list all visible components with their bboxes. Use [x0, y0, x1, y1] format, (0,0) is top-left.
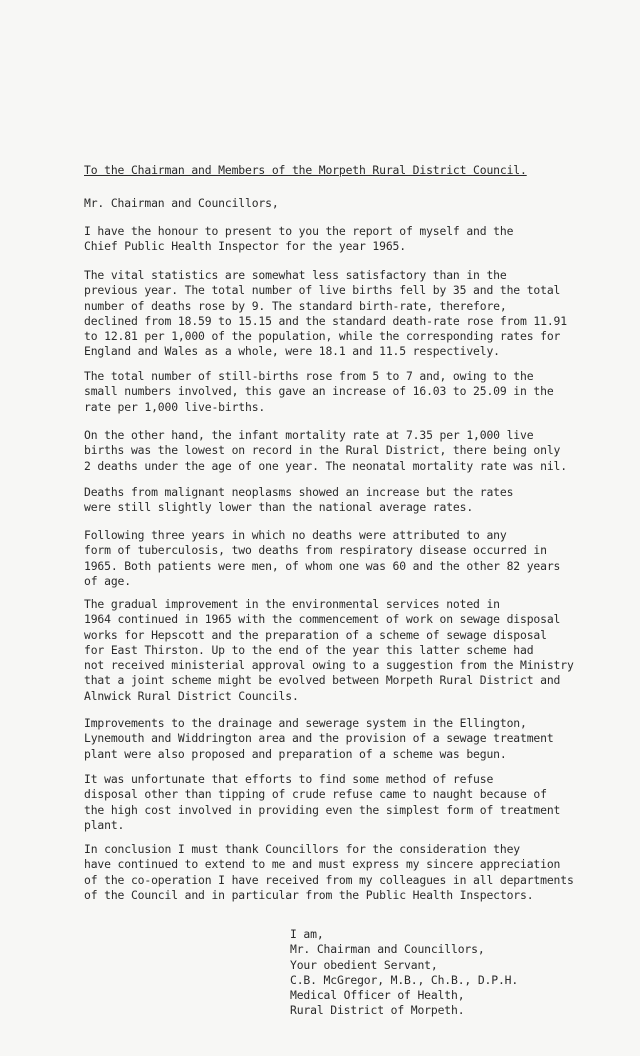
paragraph-refuse-disposal: It was unfortunate that efforts to find some method of refuse disposal other than tipping of crude refuse came to naught because of the high cost involved in providing even the simplest form of treatment plant. — [84, 772, 561, 832]
paragraph-still-births: The total number of still-births rose from 5 to 7 and, owing to the small numbers involved, this gave an increase of 16.03 to 25.09 in the rate per 1,000 live-births. — [84, 369, 554, 414]
paragraph-conclusion: In conclusion I must thank Councillors for the consideration they have continued to extend to me and must express my sincere appreciation of the co-operation I have received from my colleagues in all departments of the Council and in particular from the Public Health Inspectors. — [84, 842, 574, 902]
paragraph-tuberculosis: Following three years in which no deaths were attributed to any form of tuberculosis, two deaths from respiratory disease occurred in 1965. Both patients were men, of whom one was 60 and the other 82 years of age. — [84, 528, 561, 588]
signoff-line: I am, — [290, 927, 324, 941]
letter-heading: To the Chairman and Members of the Morpeth Rural District Council. — [84, 163, 527, 177]
signoff-title: Medical Officer of Health, — [290, 988, 465, 1003]
paragraph-drainage: Improvements to the drainage and sewerage system in the Ellington, Lynemouth and Widdrington area and the provision of a sewage treatment plant were also proposed and preparation of a scheme was begun. — [84, 716, 554, 761]
paragraph-infant-mortality: On the other hand, the infant mortality rate at 7.35 per 1,000 live births was the lowest on record in the Rural District, there being only 2 deaths under the age of one year. The neonatal mortality rate was nil. — [84, 428, 567, 473]
signoff-district: Rural District of Morpeth. — [290, 1003, 465, 1018]
signature-block — [290, 927, 610, 1019]
salutation: Mr. Chairman and Councillors, — [84, 196, 279, 210]
signoff-line: Mr. Chairman and Councillors, — [290, 942, 485, 957]
paragraph-introduction: I have the honour to present to you the report of myself and the Chief Public Health Inspector for the year 1965. — [84, 224, 514, 254]
paragraph-vital-statistics: The vital statistics are somewhat less satisfactory than in the previous year. The total number of live births fell by 35 and the total number of deaths rose by 9. The standard birth-rate, therefore, declined from 18.59 to 15.15 and the standard death-rate rose from 11.91 to 12.81 per 1,000 of the population, while the corresponding rates for England and Wales as a whole, were 18.1 and 11.5 respectively. — [84, 268, 567, 359]
signoff-line: Your obedient Servant, — [290, 957, 438, 972]
paragraph-malignant-neoplasms: Deaths from malignant neoplasms showed an increase but the rates were still slightly lower than the national average rates. — [84, 485, 514, 515]
paragraph-environmental-services: The gradual improvement in the environmental services noted in 1964 continued in 1965 with the commencement of work on sewage disposal works for Hepscott and the preparation of a scheme of sewage disposal for East Thirston. Up to the end of the year this latter scheme had not received ministerial approval owing to a suggestion from the Ministry that a joint scheme might be evolved between Morpeth Rural District and Alnwick Rural District Councils. — [84, 597, 574, 703]
signoff-name: C.B. McGregor, M.B., Ch.B., D.P.H. — [290, 972, 519, 987]
